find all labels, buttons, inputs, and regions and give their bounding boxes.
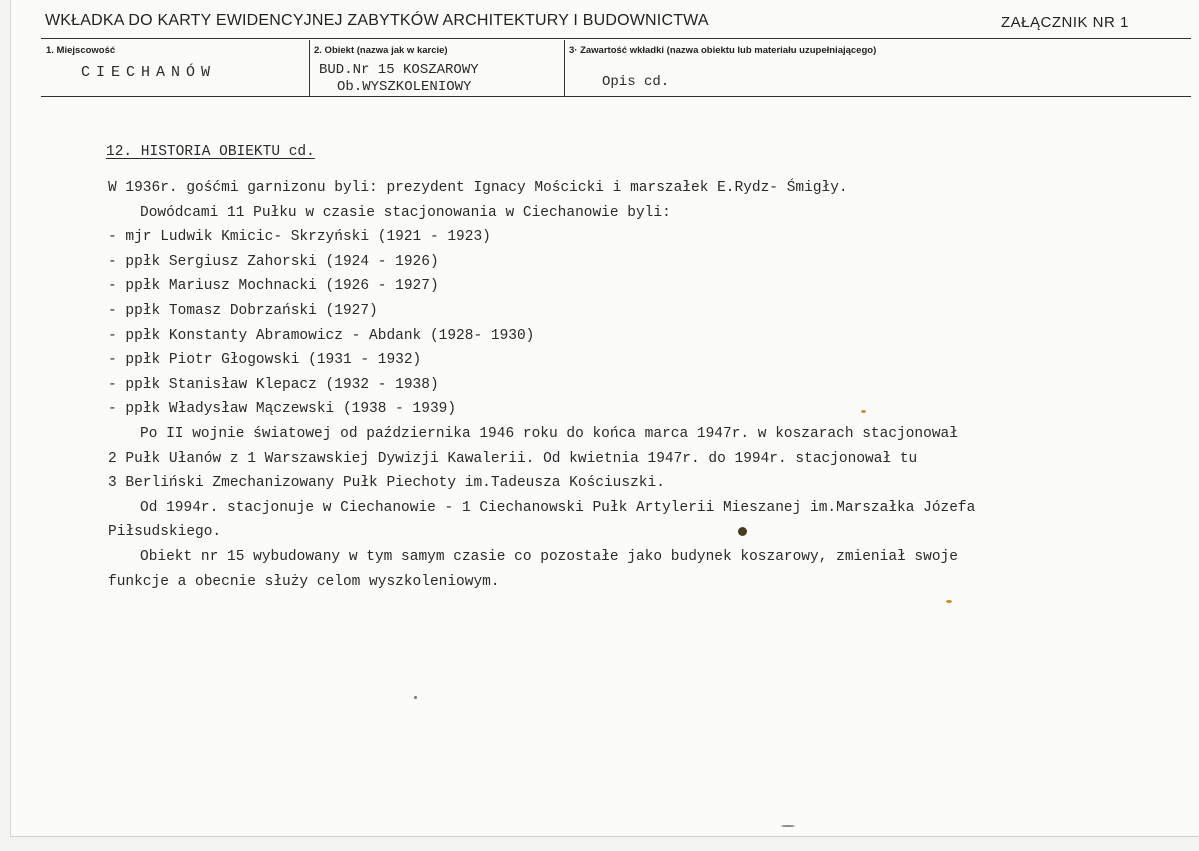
- commander-list-item: - ppłk Konstanty Abramowicz - Abdank (1928- 1930): [108, 327, 535, 344]
- ink-blot: [738, 527, 747, 536]
- body-text: [108, 176, 1158, 594]
- object-label: 2. Obiekt (nazwa jak w karcie): [314, 45, 448, 56]
- commander-list-item: - ppłk Sergiusz Zahorski (1924 - 1926): [108, 253, 439, 270]
- section-heading: 12. HISTORIA OBIEKTU cd.: [106, 144, 315, 160]
- paper-speck: [781, 825, 795, 827]
- commander-list-item: - ppłk Piotr Głogowski (1931 - 1932): [108, 352, 422, 369]
- paper-speck: [946, 600, 952, 603]
- locality-label: 1. Miejscowość: [46, 45, 116, 56]
- body-line: Od 1994r. stacjonuje w Ciechanowie - 1 Ciechanowski Pułk Artylerii Mieszanej im.Marszałka Józefa: [140, 499, 976, 516]
- locality-cell: [41, 40, 310, 96]
- commander-list-item: - ppłk Tomasz Dobrzański (1927): [108, 302, 378, 319]
- insert-content-label: 3· Zawartość wkładki (nazwa obiektu lub materiału uzupełniającego): [569, 45, 877, 56]
- body-line: W 1936r. gośćmi garnizonu byli: prezydent Ignacy Mościcki i marszałek E.Rydz- Śmigły.: [108, 180, 848, 196]
- document-title: WKŁADKA DO KARTY EWIDENCYJNEJ ZABYTKÓW ARCHITEKTURY I BUDOWNICTWA: [45, 12, 709, 29]
- annex-number: ZAŁĄCZNIK NR 1: [1001, 14, 1129, 31]
- body-line: Obiekt nr 15 wybudowany w tym samym czasie co pozostałe jako budynek koszarowy, zmieniał swoje: [140, 548, 958, 565]
- commander-list-item: - mjr Ludwik Kmicic- Skrzyński (1921 - 1923): [108, 229, 491, 246]
- body-line: 2 Pułk Ułanów z 1 Warszawskiej Dywizji Kawalerii. Od kwietnia 1947r. do 1994r. stacjonował tu: [108, 450, 918, 467]
- form-header-row: [41, 40, 1191, 97]
- object-value-line1: BUD.Nr 15 KOSZAROWY: [319, 62, 479, 78]
- object-cell: [309, 40, 565, 96]
- locality-value: CIECHANÓW: [81, 64, 217, 81]
- paper-speck: [861, 410, 866, 413]
- body-line: Piłsudskiego.: [108, 524, 222, 541]
- body-line: funkcje a obecnie służy celom wyszkoleniowym.: [108, 573, 500, 590]
- body-line: 3 Berliński Zmechanizowany Pułk Piechoty im.Tadeusza Kościuszki.: [108, 475, 665, 492]
- commander-list-item: - ppłk Władysław Mączewski (1938 - 1939): [108, 401, 457, 418]
- commander-list-item: - ppłk Stanisław Klepacz (1932 - 1938): [108, 376, 439, 393]
- header-rule: [41, 38, 1191, 39]
- insert-content-value: Opis cd.: [602, 74, 670, 90]
- document-sheet: [10, 0, 1199, 837]
- paper-speck: [414, 696, 417, 699]
- object-value-line2: Ob.WYSZKOLENIOWY: [337, 80, 472, 95]
- body-line: Dowódcami 11 Pułku w czasie stacjonowania w Ciechanowie byli:: [140, 204, 671, 221]
- body-line: Po II wojnie światowej od października 1946 roku do końca marca 1947r. w koszarach stacjonował: [140, 425, 958, 442]
- insert-content-cell: [564, 40, 1191, 96]
- commander-list-item: - ppłk Mariusz Mochnacki (1926 - 1927): [108, 278, 439, 295]
